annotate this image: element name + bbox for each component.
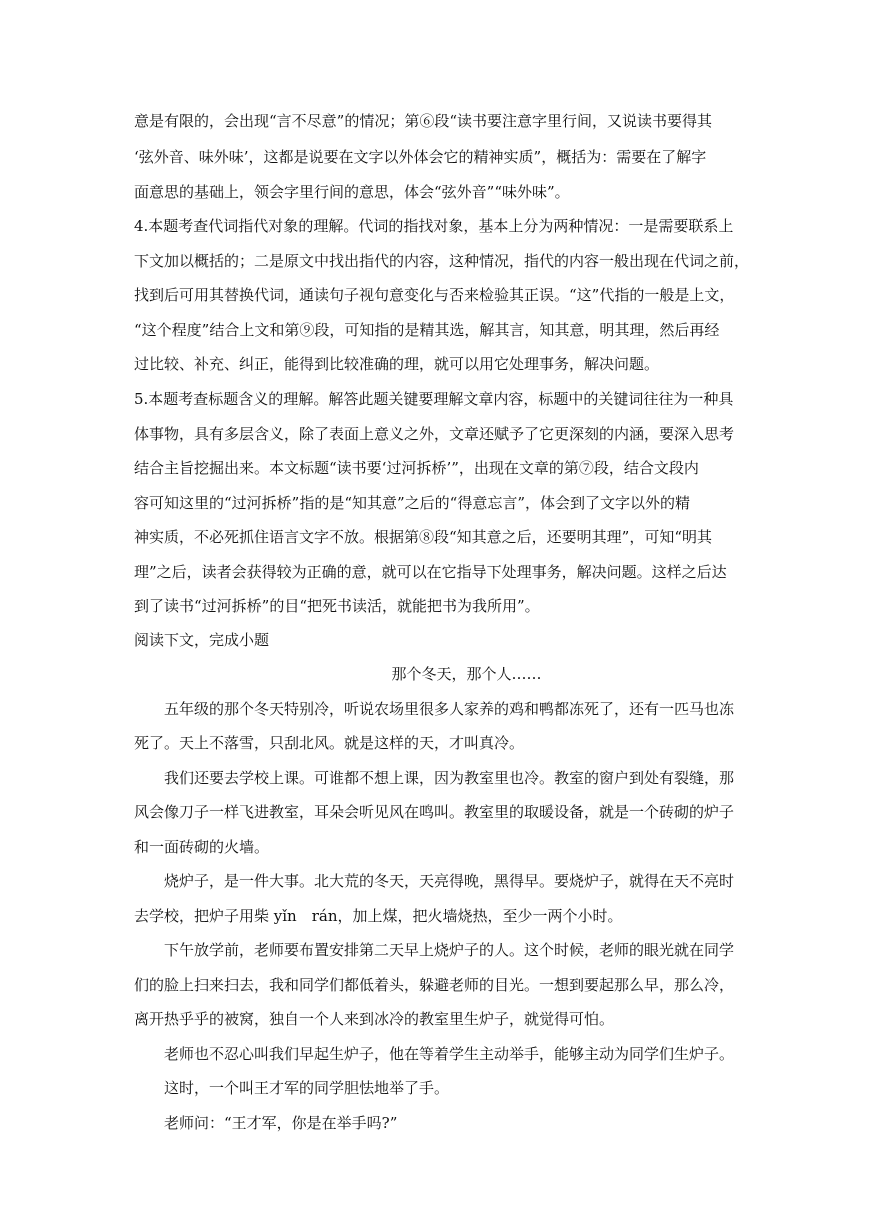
answer-line: 容可知这里的“过河拆桥”指的是“知其意”之后的“得意忘言”，体会到了文字以外的精 (134, 494, 691, 512)
answer-line: 找到后可用其替换代词，通读句子视句意变化与否来检验其正误。“这”代指的一般是上文， (134, 286, 735, 304)
article-line: 这时，一个叫王才军的同学胆怯地举了手。 (164, 1079, 450, 1097)
answer-line: 神实质，不必死抓住语言文字不放。根据第⑧段“知其意之后，还要明其理”，可知“明其 (134, 528, 713, 546)
answer-line: 过比较、补充、纠正，能得到比较准确的理，就可以用它处理事务，解决问题。 (134, 355, 660, 373)
answer-line: ‘弦外音、味外味’，这都是说要在文字以外体会它的精神实质”，概括为：需要在了解字 (134, 148, 707, 166)
answer-line: 下文加以概括的；二是原文中找出指代的内容，这种情况，指代的内容一般出现在代词之前， (134, 252, 750, 270)
article-line: 老师也不忍心叫我们早起生炉子，他在等着学生主动举手，能够主动为同学们生炉子。 (164, 1045, 735, 1063)
answer-line: 意是有限的，会出现“言不尽意”的情况；第⑥段“读书要注意字里行间，又说读书要得其 (134, 112, 713, 130)
article-line: 我们还要去学校上课。可谁都不想上课，因为教室里也冷。教室的窗户到处有裂缝，那 (164, 769, 735, 787)
answer-line: 结合主旨挖掘出来。本文标题“读书要‘过河拆桥’”，出现在文章的第⑦段，结合文段内 (134, 459, 699, 477)
article-line: 风会像刀子一样飞进教室，耳朵会听见风在鸣叫。教室里的取暖设备，就是一个砖砌的炉子 (134, 803, 735, 821)
article-line: 下午放学前，老师要布置安排第二天早上烧炉子的人。这个时候，老师的眼光就在同学 (164, 941, 735, 959)
answer-line: 到了读书“过河拆桥”的目“把死书读活，就能把书为我所用”。 (134, 597, 540, 615)
section-instruction: 阅读下文，完成小题 (134, 631, 270, 649)
answer-line: 4.本题考查代词指代对象的理解。代词的指找对象，基本上分为两种情况：一是需要联系上 (134, 217, 734, 235)
answer-line: 面意思的基础上，领会字里行间的意思，体会“弦外音”“味外味”。 (134, 183, 570, 201)
article-title: 那个冬天，那个人…… (391, 665, 542, 683)
article-line: 和一面砖砌的火墙。 (134, 838, 270, 856)
answer-line: 理”之后，读者会获得较为正确的意，就可以在它指导下处理事务，解决问题。这样之后达 (134, 563, 727, 581)
article-line: 们的脸上扫来扫去，我和同学们都低着头，躲避老师的目光。一想到要起那么早，那么冷， (134, 976, 735, 994)
article-line: 去学校，把炉子用柴 yǐn rán，加上煤，把火墙烧热，至少一两个小时。 (134, 907, 623, 925)
article-line: 五年级的那个冬天特别冷，听说农场里很多人家养的鸡和鸭都冻死了，还有一匹马也冻 (164, 700, 735, 718)
article-line: 烧炉子，是一件大事。北大荒的冬天，天亮得晚，黑得早。要烧炉子，就得在天不亮时 (164, 872, 735, 890)
article-line: 老师问：“王才军，你是在举手吗?” (164, 1114, 398, 1132)
article-line: 离开热乎乎的被窝，独自一个人来到冰冷的教室里生炉子，就觉得可怕。 (134, 1010, 615, 1028)
answer-line: 体事物，具有多层含义，除了表面上意义之外，文章还赋予了它更深刻的内涵，要深入思考 (134, 425, 735, 443)
answer-line: “这个程度”结合上文和第⑨段，可知指的是精其选，解其言，知其意，明其理，然后再经 (134, 321, 720, 339)
article-line: 死了。天上不落雪，只刮北风。就是这样的天，才叫真冷。 (134, 734, 525, 752)
answer-line: 5.本题考查标题含义的理解。解答此题关键要理解文章内容，标题中的关键词往往为一种具 (134, 390, 734, 408)
